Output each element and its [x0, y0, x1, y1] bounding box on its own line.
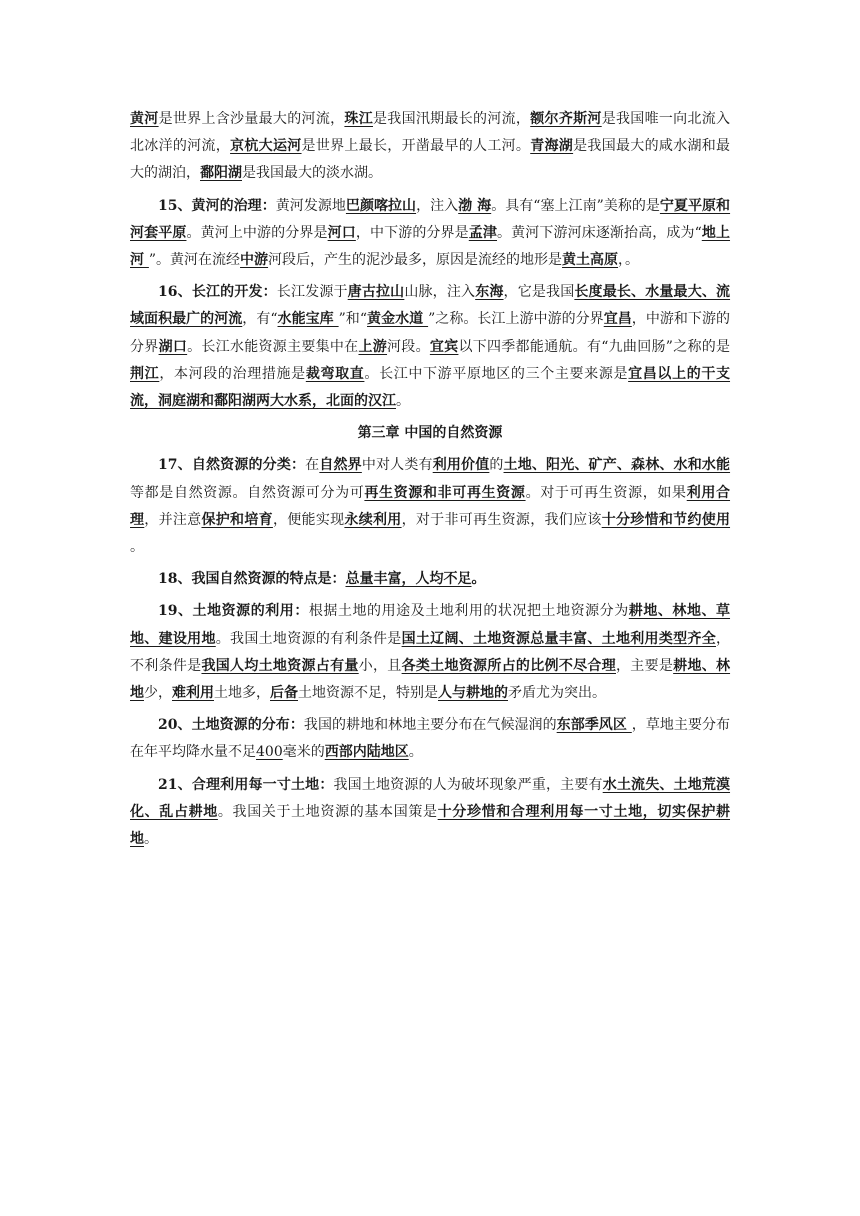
text: ，草地主要分布在年平均降水量不足	[130, 717, 731, 761]
text: 河段后，产生的泥沙最多，原因是流经的地形是	[268, 252, 563, 269]
answer: 中游	[240, 252, 269, 269]
paragraph-17	[130, 452, 730, 561]
paragraph-heading: 15、黄河的治理：	[158, 197, 276, 214]
answer: 耕地、林地	[130, 657, 731, 702]
answer: 后备	[270, 685, 298, 702]
answer: 利用价值	[432, 457, 490, 474]
answer: 宜昌	[603, 311, 632, 328]
answer: 孟津	[468, 224, 498, 241]
text: ，对于非可再生资源，我们应该	[401, 511, 602, 528]
text: ，它是我国	[503, 284, 575, 301]
text: 以下四季都能通航。有“九曲回肠”之称的是	[458, 338, 731, 355]
answer: 十分珍惜和合理利用每一寸土地，切实保护耕地	[130, 803, 731, 848]
answer: 利用合理	[130, 484, 731, 528]
answer: 总量丰富，人均不足	[345, 571, 472, 588]
text: 少，	[144, 685, 172, 702]
text: 毫米的	[282, 744, 325, 761]
text: ，本河段的治理措施是	[159, 365, 306, 382]
paragraph-18	[130, 566, 730, 593]
text: 。长江水能资源主要集中在	[187, 338, 359, 355]
text: 在	[305, 457, 320, 474]
text: 黄河发源地	[275, 197, 346, 214]
paragraph-heading: 18、我国自然资源的特点是：	[158, 571, 346, 588]
text: 是世界上含沙量最大的河流，	[158, 111, 345, 127]
answer: 东海	[475, 284, 504, 301]
term-poyang: 鄱阳湖	[200, 165, 242, 182]
paragraph-21	[130, 772, 730, 854]
chapter-title: 第三章 中国的自然资源	[357, 425, 503, 442]
paragraph-16	[130, 279, 730, 415]
text: 矛盾尤为突出。	[508, 685, 606, 702]
answer: 东部季风区	[556, 717, 632, 734]
text: ，不利条件是	[130, 630, 731, 674]
text: 。长江中下游平原地区的三个主要来源是	[364, 365, 629, 382]
answer: 长度最长、水量最大、流域面积最广的河流	[130, 284, 731, 328]
term-huanghe: 黄河	[130, 111, 159, 127]
text: ，。	[618, 252, 640, 269]
text: ，便能实现	[272, 511, 345, 528]
answer: 地上河	[130, 224, 731, 269]
text: 。	[396, 393, 410, 410]
answer: 宜宾	[429, 338, 459, 355]
answer: 湖口	[158, 338, 188, 355]
text: 。黄河上中游的分界是	[186, 224, 328, 241]
text: 。我国关于土地资源的基本国策是	[217, 803, 438, 820]
answer: 水能宝库	[277, 311, 339, 328]
answer: 难利用	[172, 685, 214, 702]
text: 根据土地的用途及土地利用的状况把土地资源分为	[308, 603, 629, 620]
term-erqisi: 额尔齐斯河	[530, 111, 602, 127]
text: ，注入	[416, 197, 459, 214]
text: 。对于可再生资源，如果	[525, 484, 687, 501]
answer: 黄土高原	[562, 252, 619, 269]
paragraph-heading: 20、土地资源的分布：	[158, 717, 304, 734]
answer: 保护和培育	[201, 511, 273, 528]
text: ”和“	[338, 311, 367, 328]
answer: 宜昌以上的干支流，洞庭湖和鄱阳湖两大水系，北面的汉江	[130, 365, 731, 410]
text: 中对人类有	[361, 457, 433, 474]
text: 。	[408, 744, 423, 761]
text: 。黄河下游河床逐渐抬高，成为“	[497, 224, 702, 241]
answer: 西部内陆地区	[324, 744, 409, 761]
answer: 国土辽阔、土地资源总量丰富、土地利用类型齐全	[401, 630, 717, 647]
text: 是我国最大的淡水湖。	[242, 165, 382, 182]
paragraph-heading: 19、土地资源的利用：	[158, 603, 309, 620]
text: ”之称。长江上游中游的分界	[428, 311, 604, 328]
document-page	[130, 106, 730, 858]
text: ，并注意	[144, 511, 202, 528]
paragraph-heading: 16、长江的开发：	[158, 284, 277, 301]
answer: 黄金水道	[367, 311, 429, 328]
text: 土地多，	[214, 685, 270, 702]
answer: 上游	[358, 338, 388, 355]
paragraph-20	[130, 712, 730, 766]
text: 河段。	[387, 338, 430, 355]
text: 小，且	[358, 657, 402, 674]
term-canal: 京杭大运河	[230, 138, 302, 155]
answer: 唐古拉山	[347, 284, 405, 301]
text: ，有“	[242, 311, 278, 328]
paragraph-heading: 21、合理利用每一寸土地：	[158, 776, 334, 793]
answer: 土地、阳光、矿产、森林、水和水能	[503, 457, 731, 474]
answer: 巴颜喀拉山	[345, 197, 417, 214]
text: 是我国汛期最长的河流，	[373, 111, 531, 127]
text: 。具有“塞上江南”美称的是	[491, 197, 660, 214]
answer: 水土流失、土地荒漠化、乱占耕地	[130, 776, 731, 820]
answer: 耕地、林地、草地、建设用地	[130, 603, 731, 647]
answer: 人与耕地的	[438, 685, 508, 702]
text: 等都是自然资源。自然资源可分为可	[130, 484, 365, 501]
answer: 永续利用	[344, 511, 402, 528]
answer: 我国人均土地资源占有量	[201, 657, 359, 674]
text: 土地资源不足，特别是	[298, 685, 438, 702]
paragraph-heading: 17、自然资源的分类：	[158, 457, 306, 474]
answer: 宁夏平原和河套平原	[130, 197, 731, 241]
answer: 荆江	[130, 365, 160, 382]
text: 是我国唯一向北流入北冰洋的河流，	[130, 111, 731, 155]
answer: 400	[256, 744, 283, 761]
text: 。	[144, 831, 158, 848]
text: 我国的耕地和林地主要分布在气候湿润的	[303, 717, 557, 734]
answer: 河口	[327, 224, 356, 241]
text: 。我国土地资源的有利条件是	[215, 630, 402, 647]
text: ”。黄河在流经	[148, 252, 241, 269]
text: ，主要是	[615, 657, 674, 674]
answer: 裁弯取直	[305, 365, 365, 382]
answer: 再生资源和非可再生资源	[364, 484, 526, 501]
text: 我国土地资源的人为破坏现象严重，主要有	[333, 776, 603, 793]
text: ，中下游的分界是	[355, 224, 469, 241]
text: 长江发源于	[276, 284, 348, 301]
paragraph-rivers-lakes	[130, 106, 730, 188]
term-zhujiang: 珠江	[344, 111, 373, 127]
text: 。	[130, 539, 144, 556]
text: 的	[489, 457, 504, 474]
text: 是我国最大的咸水湖和最大的湖泊，	[130, 138, 731, 182]
answer: 十分珍惜和节约使用	[601, 511, 731, 528]
text: 。	[471, 571, 486, 588]
answer: 渤 海	[458, 197, 492, 214]
term-qinghai: 青海湖	[530, 138, 574, 155]
answer: 自然界	[319, 457, 362, 474]
text: 是世界上最长，开凿最早的人工河。	[301, 138, 531, 155]
answer: 各类土地资源所占的比例不尽合理	[401, 657, 616, 674]
text: 山脉，注入	[404, 284, 476, 301]
paragraph-19	[130, 598, 730, 707]
paragraph-15	[130, 193, 730, 275]
text: ，中游和下游的分界	[130, 311, 731, 355]
